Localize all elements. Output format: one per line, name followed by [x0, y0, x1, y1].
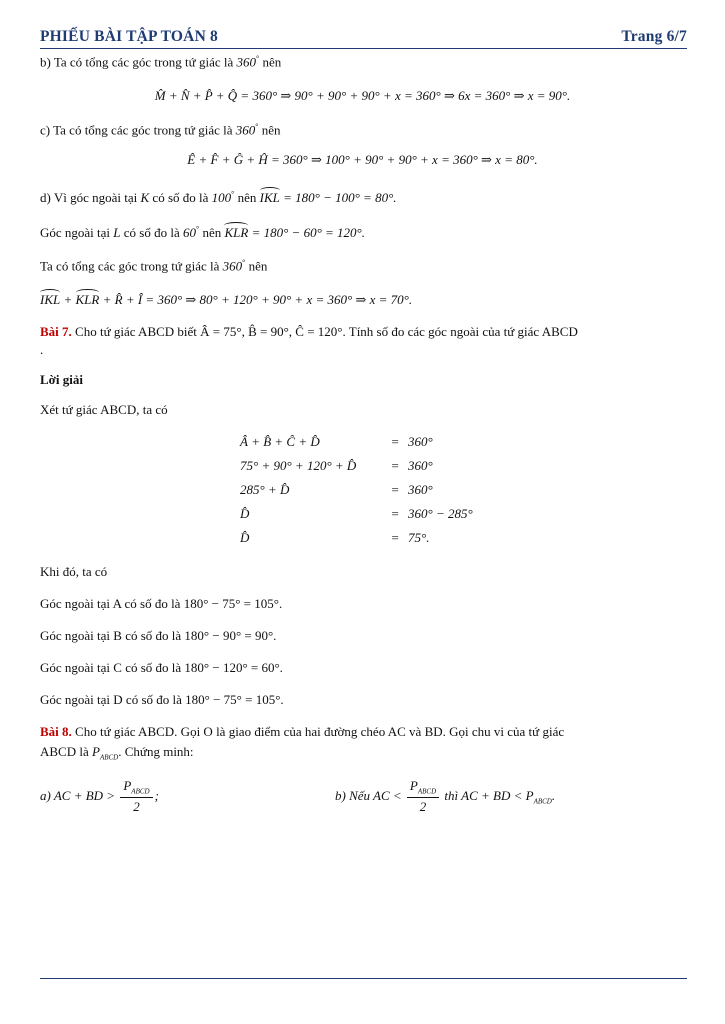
perimeter-symbol: P [409, 778, 418, 793]
degree-symbol: ° [255, 122, 259, 131]
fraction-denominator: 2 [419, 799, 427, 815]
part-d-text: nên [199, 225, 225, 240]
part-c-intro-text: c) Ta có tổng các góc trong tứ giác là [40, 122, 236, 138]
calc-rhs: 360° [408, 482, 433, 497]
exterior-angle-a: Góc ngoài tại A có số đo là 180° − 75° = 105°. [40, 596, 283, 611]
semicolon: ; [154, 787, 159, 803]
calc-row [240, 458, 433, 474]
part-b-conclusion: thì AC + BD < P [441, 787, 534, 803]
part-a-inequality: a) AC + BD > [40, 787, 119, 803]
vertex-k: K [140, 190, 150, 205]
exterior-angle-c: Góc ngoài tại C có số đo là 180° − 120° = 60°. [40, 660, 283, 675]
perimeter-symbol: P [92, 744, 100, 759]
angle-value: 360 [222, 258, 243, 274]
exercise-8-part-a [40, 778, 159, 816]
exercise-8-label: Bài 8. [40, 724, 72, 739]
calc-rhs: 75°. [408, 530, 430, 545]
calc-row [240, 434, 433, 450]
part-d-text: d) Vì góc ngoài tại [40, 190, 141, 205]
degree-symbol: ° [242, 258, 246, 267]
angle-klr: KLR [224, 225, 249, 240]
calc-rhs: 360° [408, 458, 433, 473]
part-d-text: nên [234, 190, 260, 205]
perimeter-subscript: ABCD [131, 787, 150, 796]
exterior-angle-d: Góc ngoài tại D có số đo là 180° − 75° = 105°. [40, 692, 284, 707]
part-b-intro-text: b) Ta có tổng các góc trong tứ giác là [40, 54, 237, 70]
equals-sign: = [390, 458, 400, 473]
part-d-equation-rest: + R̂ + Î = 360° ⇒ 80° + 120° + 90° + x = 360° ⇒ x = 70°. [99, 292, 413, 307]
perimeter-subscript: ABCD [417, 787, 437, 796]
worksheet-title: PHIẾU BÀI TẬP TOÁN 8 [40, 28, 218, 45]
degree-symbol: ° [231, 189, 235, 199]
exercise-8-text: Cho tứ giác ABCD. Gọi O là giao điểm của hai đường chéo AC và BD. Gọi chu vi của tứ giác [71, 724, 565, 739]
angle-klr: KLR [75, 292, 100, 307]
calc-lhs: 75° + 90° + 120° + D̂ [240, 458, 357, 473]
part-d-equation-3 [40, 290, 412, 308]
part-d-text: có số đo là [120, 225, 183, 240]
exercise-8-part-b [335, 778, 555, 816]
angle-value: 60 [183, 225, 196, 240]
degree-symbol: ° [196, 224, 200, 234]
calc-row [240, 482, 433, 498]
calc-lhs: D̂ [240, 506, 250, 521]
calc-row [240, 506, 473, 522]
calc-row [240, 530, 429, 546]
part-d-equation-2: = 180° − 60° = 120°. [248, 225, 365, 240]
equals-sign: = [390, 506, 400, 521]
calc-rhs: 360° [408, 434, 433, 449]
part-d-text: Góc ngoài tại [40, 225, 114, 240]
part-c-intro-value: 360 [235, 122, 256, 138]
calc-lhs: 285° + D̂ [240, 482, 290, 497]
fraction [120, 778, 152, 816]
exercise-8-text: ABCD là [40, 744, 92, 759]
part-b-intro [40, 54, 281, 71]
perimeter-subscript: ABCD [99, 753, 119, 762]
part-d-line-3 [40, 258, 267, 275]
exercise-7-statement [40, 324, 578, 340]
calc-lhs: D̂ [240, 530, 250, 545]
perimeter-subscript: ABCD [533, 797, 552, 806]
part-b-inequality: b) Nếu AC < [335, 787, 405, 803]
exercise-8-line-2 [40, 744, 194, 762]
fraction [407, 778, 439, 816]
page-number: Trang 6/7 [621, 28, 687, 45]
fraction-denominator: 2 [133, 799, 140, 815]
plus-sign: + [60, 292, 76, 307]
fraction-numerator [407, 778, 439, 798]
equals-sign: = [390, 482, 400, 497]
calc-lhs: Â + B̂ + Ĉ + D̂ [240, 434, 320, 449]
exercise-7-consider: Xét tứ giác ABCD, ta có [40, 402, 168, 417]
exercise-7-dot: . [40, 342, 44, 357]
part-c-equation: Ê + F̂ + Ĝ + Ĥ = 360° ⇒ 100° + 90° + 90° + x = 360° ⇒ x = 80°. [187, 152, 538, 167]
degree-symbol: ° [256, 54, 260, 63]
vertex-l: L [113, 225, 121, 240]
angle-ikl: IKL [259, 190, 280, 205]
part-d-line-2 [40, 223, 365, 241]
part-d-text: nên [245, 258, 268, 274]
part-c-intro [40, 122, 281, 139]
part-b-equation: M̂ + N̂ + P̂ + Q̂ = 360° ⇒ 90° + 90° + 90° + x = 360° ⇒ 6x = 360° ⇒ x = 90°. [154, 88, 571, 103]
fraction-numerator [120, 778, 152, 798]
part-d-equation-1: = 180° − 100° = 80°. [279, 190, 397, 205]
exercise-8-statement [40, 724, 564, 740]
equals-sign: = [390, 530, 400, 545]
page-header [40, 26, 687, 49]
part-b-intro-value: 360 [236, 54, 256, 70]
period: . [551, 787, 556, 803]
exercise-7-then: Khi đó, ta có [40, 564, 108, 579]
exterior-angle-b: Góc ngoài tại B có số đo là 180° − 90° = 90°. [40, 628, 277, 643]
part-d-line-1 [40, 188, 397, 206]
part-d-text: có số đo là [149, 190, 212, 205]
angle-value: 100 [211, 190, 232, 205]
perimeter-symbol: P [123, 778, 132, 793]
exercise-7-text: Cho tứ giác ABCD biết Â = 75°, B̂ = 90°, Ĉ = 120°. Tính số đo các góc ngoài của tứ giác ABCD [71, 324, 578, 339]
equals-sign: = [390, 434, 400, 449]
exercise-8-text: . Chứng minh: [118, 744, 194, 759]
angle-ikl: IKL [40, 292, 61, 307]
part-d-text: Ta có tổng các góc trong tứ giác là [40, 258, 223, 274]
footer-divider [40, 978, 687, 979]
solution-title: Lời giải [40, 372, 83, 387]
part-b-intro-tail: nên [259, 54, 282, 70]
calc-rhs: 360° − 285° [408, 506, 473, 521]
exercise-7-label: Bài 7. [40, 324, 72, 339]
part-c-intro-tail: nên [258, 122, 281, 138]
